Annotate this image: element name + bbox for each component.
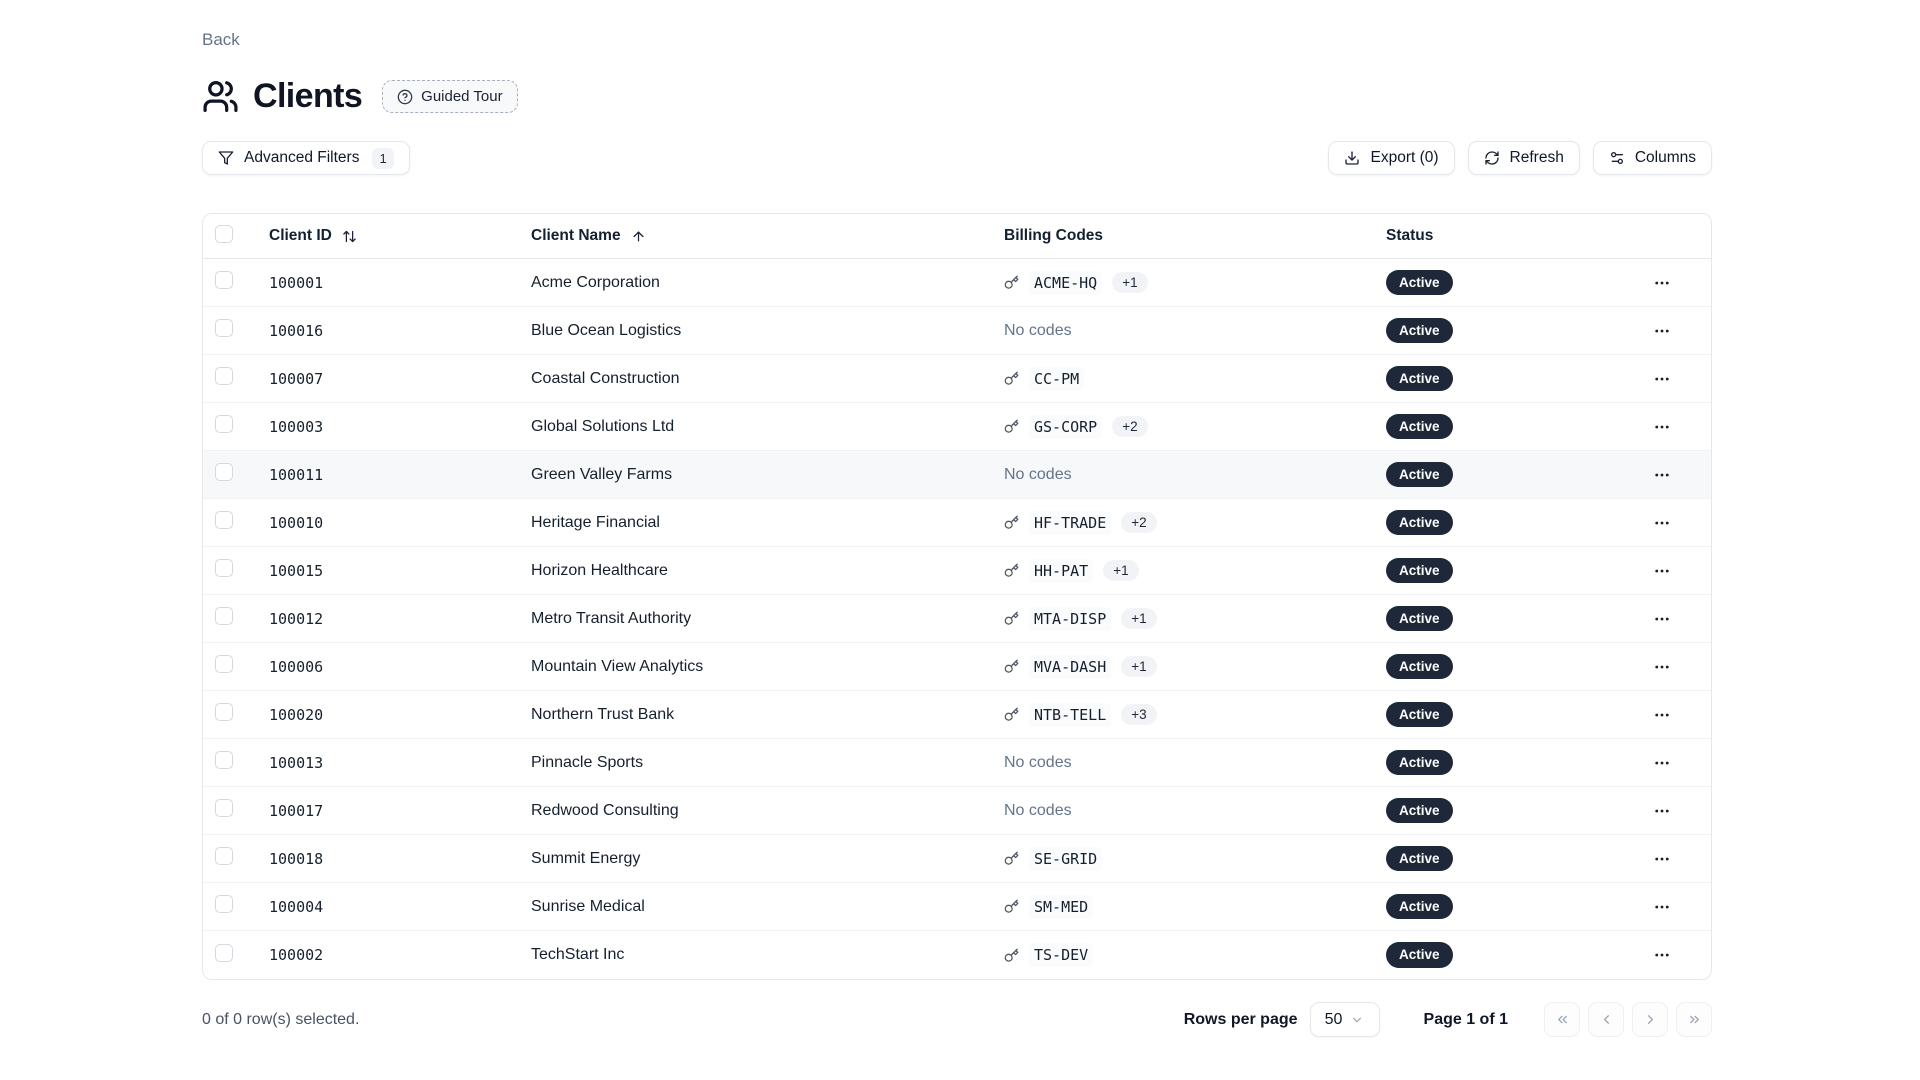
status-badge: Active bbox=[1386, 414, 1453, 440]
pagination-controls bbox=[1184, 1002, 1712, 1037]
row-checkbox[interactable] bbox=[215, 703, 233, 721]
status-badge: Active bbox=[1386, 798, 1453, 824]
billing-codes-cell bbox=[1004, 847, 1386, 871]
row-actions-cell bbox=[1613, 364, 1711, 394]
client-name-cell: Metro Transit Authority bbox=[531, 609, 692, 627]
status-badge: Active bbox=[1386, 318, 1453, 344]
row-actions-cell bbox=[1613, 940, 1711, 970]
row-menu-button[interactable] bbox=[1647, 556, 1677, 586]
chevrons-right-icon bbox=[1687, 1012, 1702, 1027]
status-cell bbox=[1386, 558, 1613, 584]
row-actions-cell bbox=[1613, 700, 1711, 730]
row-checkbox-cell bbox=[203, 944, 251, 967]
status-cell bbox=[1386, 462, 1613, 488]
status-cell bbox=[1386, 414, 1613, 440]
row-actions-cell bbox=[1613, 796, 1711, 826]
key-icon bbox=[1004, 515, 1019, 530]
row-menu-button[interactable] bbox=[1647, 460, 1677, 490]
row-checkbox[interactable] bbox=[215, 751, 233, 769]
chevron-right-icon bbox=[1643, 1012, 1658, 1027]
table-row bbox=[203, 931, 1711, 979]
header-checkbox-cell bbox=[203, 225, 251, 248]
settings-sliders-icon bbox=[1609, 150, 1625, 166]
status-cell bbox=[1386, 750, 1613, 776]
table-row bbox=[203, 355, 1711, 403]
status-badge: Active bbox=[1386, 510, 1453, 536]
row-menu-button[interactable] bbox=[1647, 940, 1677, 970]
ellipsis-icon bbox=[1653, 706, 1671, 724]
status-cell bbox=[1386, 894, 1613, 920]
client-id-cell: 100002 bbox=[269, 946, 324, 964]
row-actions-cell bbox=[1613, 652, 1711, 682]
key-icon bbox=[1004, 707, 1019, 722]
status-cell bbox=[1386, 606, 1613, 632]
billing-codes-cell bbox=[1004, 322, 1386, 340]
sort-client-id-button[interactable] bbox=[269, 227, 357, 245]
key-icon bbox=[1004, 851, 1019, 866]
billing-code-chip: NTB-TELL bbox=[1029, 703, 1111, 727]
row-actions-cell bbox=[1613, 508, 1711, 538]
client-name-cell: Summit Energy bbox=[531, 849, 641, 867]
pager-buttons bbox=[1544, 1002, 1712, 1037]
client-id-cell: 100007 bbox=[269, 369, 324, 388]
billing-codes-cell bbox=[1004, 415, 1386, 439]
row-checkbox-cell bbox=[203, 847, 251, 870]
status-cell bbox=[1386, 654, 1613, 680]
billing-codes-cell bbox=[1004, 703, 1386, 727]
table-row bbox=[203, 499, 1711, 547]
billing-code-chip: GS-CORP bbox=[1029, 415, 1102, 439]
status-badge: Active bbox=[1386, 558, 1453, 584]
chevron-left-icon bbox=[1599, 1012, 1614, 1027]
guided-tour-label: Guided Tour bbox=[421, 88, 503, 105]
row-checkbox-cell bbox=[203, 607, 251, 630]
guided-tour-button[interactable] bbox=[382, 80, 517, 113]
table-row bbox=[203, 691, 1711, 739]
page-header bbox=[202, 77, 1712, 116]
status-cell bbox=[1386, 846, 1613, 872]
no-codes-label: No codes bbox=[1004, 801, 1072, 819]
download-icon bbox=[1344, 150, 1360, 166]
client-name-cell: TechStart Inc bbox=[531, 946, 625, 963]
billing-code-chip: MVA-DASH bbox=[1029, 655, 1111, 679]
row-checkbox-cell bbox=[203, 559, 251, 582]
row-actions-cell bbox=[1613, 268, 1711, 298]
export-button[interactable] bbox=[1328, 141, 1454, 175]
extra-codes-badge: +1 bbox=[1103, 560, 1138, 582]
row-checkbox-cell bbox=[203, 319, 251, 342]
status-badge: Active bbox=[1386, 846, 1453, 872]
row-menu-button[interactable] bbox=[1647, 508, 1677, 538]
client-name-cell: Horizon Healthcare bbox=[531, 561, 668, 579]
rows-per-page-value: 50 bbox=[1324, 1010, 1343, 1028]
row-actions-cell bbox=[1613, 604, 1711, 634]
row-menu-button[interactable] bbox=[1647, 700, 1677, 730]
refresh-icon bbox=[1484, 150, 1500, 166]
first-page-button[interactable] bbox=[1544, 1002, 1580, 1037]
ellipsis-icon bbox=[1653, 322, 1671, 340]
no-codes-label: No codes bbox=[1004, 753, 1072, 771]
key-icon bbox=[1004, 611, 1019, 626]
status-badge: Active bbox=[1386, 462, 1453, 488]
billing-code-chip: TS-DEV bbox=[1029, 943, 1093, 967]
arrow-up-down-icon bbox=[342, 229, 357, 244]
client-name-cell: Redwood Consulting bbox=[531, 801, 679, 819]
client-id-cell: 100010 bbox=[269, 513, 324, 532]
ellipsis-icon bbox=[1653, 514, 1671, 532]
row-checkbox-cell bbox=[203, 415, 251, 438]
row-actions-cell bbox=[1613, 316, 1711, 346]
status-badge: Active bbox=[1386, 270, 1453, 296]
table-row bbox=[203, 451, 1711, 499]
table-row bbox=[203, 643, 1711, 691]
key-icon bbox=[1004, 948, 1019, 963]
table-row bbox=[203, 307, 1711, 355]
row-checkbox-cell bbox=[203, 367, 251, 390]
table-footer bbox=[202, 1002, 1712, 1037]
client-name-cell: Sunrise Medical bbox=[531, 897, 645, 915]
row-checkbox[interactable] bbox=[215, 511, 233, 529]
row-checkbox[interactable] bbox=[215, 655, 233, 673]
help-circle-icon bbox=[397, 89, 413, 105]
billing-codes-cell bbox=[1004, 559, 1386, 583]
client-id-cell: 100012 bbox=[269, 609, 324, 628]
row-checkbox-cell bbox=[203, 655, 251, 678]
client-id-cell: 100011 bbox=[269, 465, 324, 484]
table-row bbox=[203, 403, 1711, 451]
no-codes-label: No codes bbox=[1004, 321, 1072, 339]
client-name-cell: Heritage Financial bbox=[531, 513, 660, 531]
row-actions-cell bbox=[1613, 748, 1711, 778]
clients-page bbox=[202, 0, 1712, 1037]
client-id-cell: 100018 bbox=[269, 849, 324, 868]
billing-codes-cell bbox=[1004, 367, 1386, 391]
users-icon bbox=[202, 78, 239, 115]
row-checkbox[interactable] bbox=[215, 607, 233, 625]
billing-code-chip: HH-PAT bbox=[1029, 559, 1093, 583]
client-id-header-label: Client ID bbox=[269, 227, 332, 244]
billing-codes-cell bbox=[1004, 802, 1386, 820]
table-header-row bbox=[203, 214, 1711, 259]
client-id-cell: 100006 bbox=[269, 657, 324, 676]
rows-per-page-label: Rows per page bbox=[1183, 1010, 1298, 1028]
row-menu-button[interactable] bbox=[1647, 604, 1677, 634]
columns-label: Columns bbox=[1634, 149, 1696, 166]
row-checkbox-cell bbox=[203, 511, 251, 534]
ellipsis-icon bbox=[1653, 274, 1671, 292]
table-row bbox=[203, 259, 1711, 307]
status-badge: Active bbox=[1386, 942, 1453, 968]
selection-status-text: 0 of 0 row(s) selected. bbox=[202, 1010, 360, 1028]
table-row bbox=[203, 835, 1711, 883]
row-actions-cell bbox=[1613, 892, 1711, 922]
row-checkbox[interactable] bbox=[215, 319, 233, 337]
ellipsis-icon bbox=[1653, 898, 1671, 916]
ellipsis-icon bbox=[1653, 562, 1671, 580]
client-id-cell: 100013 bbox=[269, 753, 324, 772]
billing-codes-cell bbox=[1004, 943, 1386, 967]
key-icon bbox=[1004, 563, 1019, 578]
billing-code-chip: SM-MED bbox=[1029, 895, 1093, 919]
status-cell bbox=[1386, 510, 1613, 536]
previous-page-button[interactable] bbox=[1588, 1002, 1624, 1037]
client-id-cell: 100015 bbox=[269, 561, 324, 580]
billing-code-chip: MTA-DISP bbox=[1029, 607, 1111, 631]
client-id-cell: 100016 bbox=[269, 321, 324, 340]
client-name-cell: Pinnacle Sports bbox=[531, 753, 644, 771]
next-page-button[interactable] bbox=[1632, 1002, 1668, 1037]
row-checkbox[interactable] bbox=[215, 559, 233, 577]
extra-codes-badge: +2 bbox=[1112, 416, 1147, 438]
row-checkbox[interactable] bbox=[215, 847, 233, 865]
header-status: Status bbox=[1386, 227, 1434, 244]
arrow-up-icon bbox=[631, 229, 646, 244]
header-client-name bbox=[531, 227, 1004, 245]
status-cell bbox=[1386, 702, 1613, 728]
billing-codes-cell bbox=[1004, 607, 1386, 631]
refresh-label: Refresh bbox=[1509, 149, 1564, 166]
row-menu-button[interactable] bbox=[1647, 892, 1677, 922]
row-actions-cell bbox=[1613, 460, 1711, 490]
status-badge: Active bbox=[1386, 750, 1453, 776]
row-checkbox[interactable] bbox=[215, 367, 233, 385]
row-menu-button[interactable] bbox=[1647, 796, 1677, 826]
table-body bbox=[203, 259, 1711, 979]
ellipsis-icon bbox=[1653, 658, 1671, 676]
billing-code-chip: ACME-HQ bbox=[1029, 271, 1102, 295]
client-name-cell: Blue Ocean Logistics bbox=[531, 321, 682, 339]
no-codes-label: No codes bbox=[1004, 465, 1072, 483]
table-row bbox=[203, 739, 1711, 787]
filters-count-badge: 1 bbox=[372, 148, 393, 169]
client-id-cell: 100004 bbox=[269, 897, 324, 916]
status-cell bbox=[1386, 318, 1613, 344]
client-id-cell: 100003 bbox=[269, 417, 324, 436]
extra-codes-badge: +3 bbox=[1121, 704, 1156, 726]
client-id-cell: 100020 bbox=[269, 705, 324, 724]
select-all-checkbox[interactable] bbox=[215, 225, 233, 243]
status-cell bbox=[1386, 366, 1613, 392]
row-menu-button[interactable] bbox=[1647, 844, 1677, 874]
status-badge: Active bbox=[1386, 654, 1453, 680]
ellipsis-icon bbox=[1653, 802, 1671, 820]
table-row bbox=[203, 547, 1711, 595]
status-cell bbox=[1386, 270, 1613, 296]
client-name-header-label: Client Name bbox=[531, 227, 621, 244]
row-menu-button[interactable] bbox=[1647, 748, 1677, 778]
row-checkbox[interactable] bbox=[215, 895, 233, 913]
billing-codes-cell bbox=[1004, 466, 1386, 484]
ellipsis-icon bbox=[1653, 754, 1671, 772]
rows-per-page-select[interactable] bbox=[1310, 1002, 1380, 1037]
billing-codes-cell bbox=[1004, 271, 1386, 295]
extra-codes-badge: +1 bbox=[1112, 272, 1147, 294]
client-name-cell: Northern Trust Bank bbox=[531, 705, 675, 723]
table-toolbar bbox=[202, 141, 1712, 175]
row-actions-cell bbox=[1613, 844, 1711, 874]
back-link[interactable]: Back bbox=[202, 30, 240, 49]
header-client-id bbox=[251, 227, 531, 245]
row-checkbox-cell bbox=[203, 895, 251, 918]
row-checkbox[interactable] bbox=[215, 463, 233, 481]
row-menu-button[interactable] bbox=[1647, 268, 1677, 298]
table-row bbox=[203, 883, 1711, 931]
billing-codes-cell bbox=[1004, 511, 1386, 535]
row-checkbox-cell bbox=[203, 271, 251, 294]
row-menu-button[interactable] bbox=[1647, 412, 1677, 442]
client-name-cell: Green Valley Farms bbox=[531, 465, 673, 483]
status-badge: Active bbox=[1386, 702, 1453, 728]
header-billing-codes: Billing Codes bbox=[1004, 227, 1104, 244]
table-row bbox=[203, 787, 1711, 835]
client-id-cell: 100001 bbox=[269, 273, 324, 292]
page-title: Clients bbox=[253, 77, 363, 115]
ellipsis-icon bbox=[1653, 466, 1671, 484]
ellipsis-icon bbox=[1653, 370, 1671, 388]
extra-codes-badge: +2 bbox=[1121, 512, 1156, 534]
clients-table bbox=[202, 213, 1712, 980]
extra-codes-badge: +1 bbox=[1121, 656, 1156, 678]
row-menu-button[interactable] bbox=[1647, 316, 1677, 346]
status-badge: Active bbox=[1386, 894, 1453, 920]
billing-code-chip: CC-PM bbox=[1029, 367, 1084, 391]
row-checkbox-cell bbox=[203, 751, 251, 774]
ellipsis-icon bbox=[1653, 418, 1671, 436]
key-icon bbox=[1004, 371, 1019, 386]
client-name-cell: Acme Corporation bbox=[531, 273, 660, 291]
last-page-button[interactable] bbox=[1676, 1002, 1712, 1037]
billing-codes-cell bbox=[1004, 895, 1386, 919]
row-checkbox-cell bbox=[203, 703, 251, 726]
key-icon bbox=[1004, 899, 1019, 914]
row-actions-cell bbox=[1613, 556, 1711, 586]
filter-icon bbox=[218, 150, 234, 166]
ellipsis-icon bbox=[1653, 850, 1671, 868]
ellipsis-icon bbox=[1653, 946, 1671, 964]
billing-code-chip: HF-TRADE bbox=[1029, 511, 1111, 535]
status-badge: Active bbox=[1386, 366, 1453, 392]
key-icon bbox=[1004, 275, 1019, 290]
refresh-button[interactable] bbox=[1468, 141, 1580, 175]
row-menu-button[interactable] bbox=[1647, 364, 1677, 394]
table-row bbox=[203, 595, 1711, 643]
extra-codes-badge: +1 bbox=[1121, 608, 1156, 630]
ellipsis-icon bbox=[1653, 610, 1671, 628]
status-cell bbox=[1386, 942, 1613, 968]
chevron-down-icon bbox=[1350, 1013, 1364, 1027]
key-icon bbox=[1004, 419, 1019, 434]
page-info: Page 1 of 1 bbox=[1423, 1010, 1508, 1028]
status-badge: Active bbox=[1386, 606, 1453, 632]
client-id-cell: 100017 bbox=[269, 801, 324, 820]
advanced-filters-label: Advanced Filters bbox=[244, 149, 360, 166]
status-cell bbox=[1386, 798, 1613, 824]
client-name-cell: Mountain View Analytics bbox=[531, 657, 704, 675]
row-actions-cell bbox=[1613, 412, 1711, 442]
export-label: Export (0) bbox=[1370, 149, 1439, 166]
row-checkbox-cell bbox=[203, 799, 251, 822]
advanced-filters-button[interactable] bbox=[202, 141, 410, 175]
columns-button[interactable] bbox=[1593, 141, 1712, 175]
billing-code-chip: SE-GRID bbox=[1029, 847, 1102, 871]
row-checkbox[interactable] bbox=[215, 944, 233, 962]
row-checkbox[interactable] bbox=[215, 799, 233, 817]
billing-codes-cell bbox=[1004, 754, 1386, 772]
row-checkbox[interactable] bbox=[215, 415, 233, 433]
toolbar-actions bbox=[1328, 141, 1712, 175]
row-menu-button[interactable] bbox=[1647, 652, 1677, 682]
client-name-cell: Global Solutions Ltd bbox=[531, 417, 675, 435]
row-checkbox-cell bbox=[203, 463, 251, 486]
billing-codes-cell bbox=[1004, 655, 1386, 679]
chevrons-left-icon bbox=[1555, 1012, 1570, 1027]
row-checkbox[interactable] bbox=[215, 271, 233, 289]
key-icon bbox=[1004, 659, 1019, 674]
client-name-cell: Coastal Construction bbox=[531, 369, 680, 387]
sort-client-name-button[interactable] bbox=[531, 227, 646, 245]
